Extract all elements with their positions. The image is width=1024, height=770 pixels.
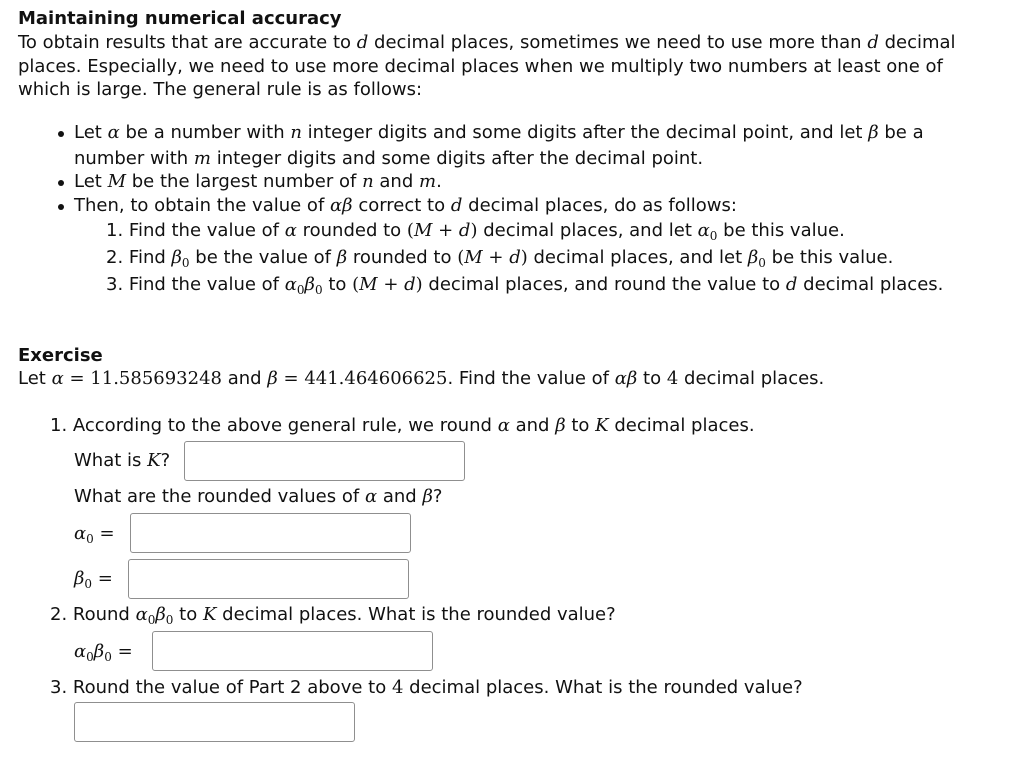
rule-text: be a (884, 122, 924, 143)
bullet-dot (58, 131, 64, 137)
rule-step-1: 1. Find the value of α rounded to (M + d) decimal places, and let $\alpha_0$ be this value. (106, 220, 845, 243)
rule-text: rounded to (302, 220, 402, 241)
rule-text: correct to (358, 195, 446, 216)
rule-text: be the value of (195, 247, 332, 268)
intro-line-1: To obtain results that are accurate to d decimal places, sometimes we need to use more than d decimal (18, 32, 956, 53)
question-2: 2. Round $\alpha_0\beta_0$ to K decimal places. What is the rounded value? (50, 604, 616, 627)
rule-text: to (328, 274, 347, 295)
k-label: What is K? (74, 450, 171, 471)
rule-step-3: 3. Find the value of $\alpha_0\beta_0$ to (M + d) decimal places, and round the value to d decimal places. (106, 274, 944, 297)
exercise-text: Let (18, 368, 46, 389)
intro-text: decimal (884, 32, 956, 53)
question-text: decimal places. What is the rounded value? (222, 604, 616, 625)
question-text: to (571, 415, 590, 436)
final-answer-input[interactable] (74, 702, 355, 742)
rule-text: be this value. (771, 247, 894, 268)
intro-text: decimal places, sometimes we need to use more than (374, 32, 862, 53)
places-number: 4 (666, 368, 679, 389)
question-text: 2. Round (50, 604, 130, 625)
rule-text: decimal places, and let (483, 220, 692, 241)
exercise-statement: Let α = 11.585693248 and β = 441.464606625. Find the value of αβ to 4 decimal places. (18, 368, 825, 389)
intro-line-2: places. Especially, we need to use more decimal places when we multiply two numbers at least one of (18, 56, 943, 77)
product-label: $\alpha_0\beta_0$ = (74, 641, 133, 664)
alpha0-input[interactable] (130, 513, 411, 553)
rule-text: 1. Find the value of (106, 220, 279, 241)
rounded-values-label: What are the rounded values of α and β? (74, 486, 443, 507)
intro-text: To obtain results that are accurate to (18, 32, 352, 53)
section-title: Maintaining numerical accuracy (18, 8, 342, 29)
product-input[interactable] (152, 631, 433, 671)
question-text: to (179, 604, 198, 625)
rule-text: number with (74, 148, 189, 169)
rule-text: be a number with (125, 122, 285, 143)
exercise-text: . Find the value of (447, 368, 610, 389)
exercise-text: to (643, 368, 662, 389)
question-text: 3. Round the value of Part 2 above to (50, 677, 387, 698)
beta0-label: $\beta_0$ = (74, 568, 113, 591)
rule-text: Let (74, 171, 102, 192)
exercise-text: and (227, 368, 262, 389)
question-3 (50, 677, 803, 698)
intro-line-3: which is large. The general rule is as follows: (18, 79, 423, 100)
rule-bullet-1-cont: number with m integer digits and some digits after the decimal point. (74, 148, 704, 169)
rule-text: decimal places, and let (533, 247, 743, 268)
rule-text: decimal places, and round the value to (428, 274, 781, 295)
rule-text: 3. Find the value of (106, 274, 279, 295)
rule-text: integer digits and some digits after the decimal point. (216, 148, 704, 169)
rule-text: be the largest number of (131, 171, 357, 192)
question-1: 1. According to the above general rule, we round α and β to K decimal places. (50, 415, 755, 436)
beta-value: 441.464606625 (304, 368, 448, 389)
rule-text: decimal places, do as follows: (468, 195, 737, 216)
rule-text: be this value. (723, 220, 845, 241)
bullet-dot (58, 204, 64, 210)
rule-bullet-3: Then, to obtain the value of αβ correct to d decimal places, do as follows: (74, 195, 737, 216)
question-text: decimal places. (614, 415, 755, 436)
rule-text: Let (74, 122, 102, 143)
question-text: What is (74, 450, 142, 471)
question-text: What are the rounded values of (74, 486, 360, 507)
rule-bullet-1: Let α be a number with n integer digits and some digits after the decimal point, and let β be a (74, 122, 924, 143)
places-number: 4 (391, 677, 404, 698)
alpha0-label: $\alpha_0$ = (74, 523, 115, 546)
alpha-value: 11.585693248 (90, 368, 222, 389)
rule-bullet-2: Let M be the largest number of n and m. (74, 171, 442, 192)
rule-text: 2. Find (106, 247, 166, 268)
rule-text: rounded to (352, 247, 452, 268)
question-text: and (515, 415, 550, 436)
rule-text: integer digits and some digits after the decimal point, and let (307, 122, 863, 143)
exercise-text: decimal places. (684, 368, 825, 389)
rule-text: decimal places. (803, 274, 944, 295)
question-text: decimal places. What is the rounded value? (409, 677, 803, 698)
bullet-dot (58, 180, 64, 186)
beta0-input[interactable] (128, 559, 409, 599)
question-text: 1. According to the above general rule, we round (50, 415, 492, 436)
rule-step-2: 2. Find $\beta_0$ be the value of β rounded to (M + d) decimal places, and let $\beta_0$ be this value. (106, 247, 894, 270)
exercise-title: Exercise (18, 345, 103, 366)
rule-text: Then, to obtain the value of (74, 195, 325, 216)
rule-text: and (379, 171, 414, 192)
question-text: and (382, 486, 417, 507)
k-input[interactable] (184, 441, 465, 481)
